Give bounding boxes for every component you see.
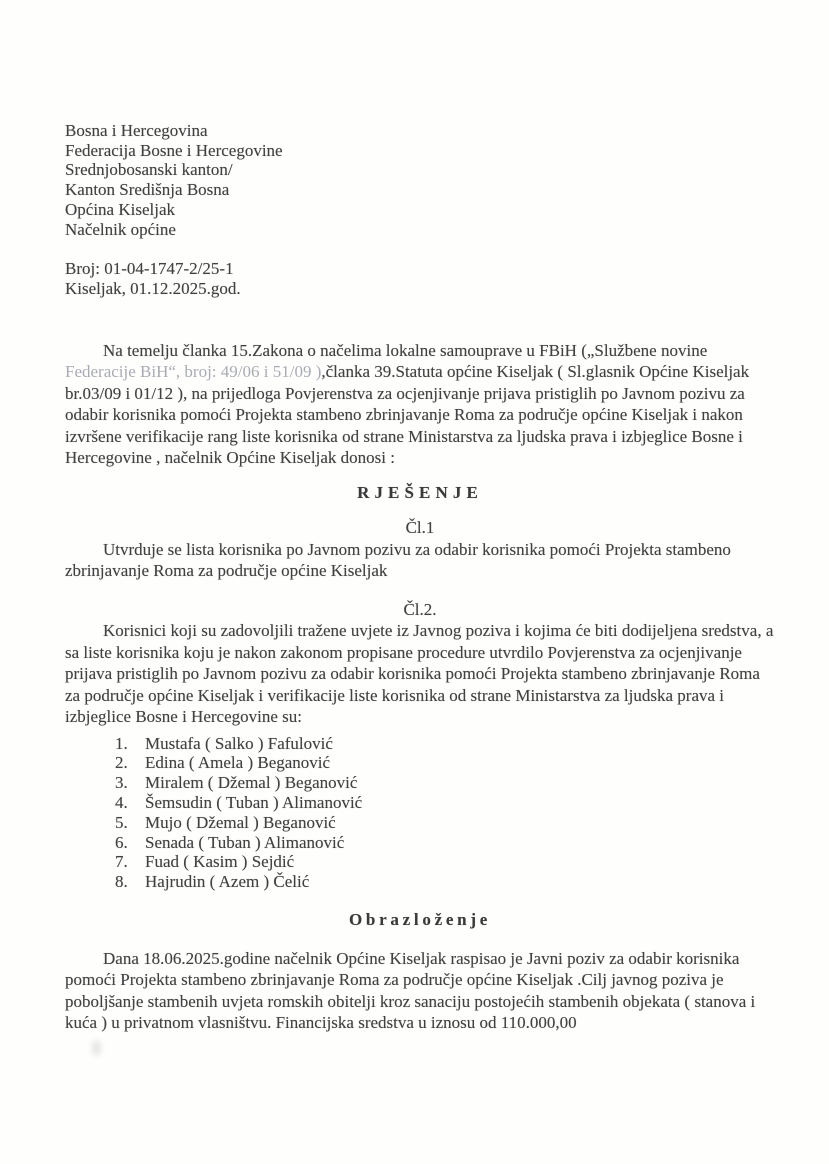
beneficiary-number: 2. [115, 753, 128, 773]
rationale-paragraph: Dana 18.06.2025.godine načelnik Općine Kiseljak raspisao je Javni poziv za odabir korisnika pomoći Projekta stambeno zbrinjavanje Roma za područje općine Kiseljak .Cilj javnog poziva je poboljšanje stambenih uvjeta romskih obitelji kroz sanaciju postojećih stambenih objekata ( stanova i kuća ) u privatnom vlasništvu. Financijska sredstva u iznosu od 110.000,00 [65, 948, 756, 1032]
beneficiary-number: 1. [115, 733, 128, 753]
beneficiary-item [115, 753, 775, 773]
beneficiary-name: Fuad ( Kasim ) Sejdić [145, 852, 295, 872]
issuer-line-municipality: Općina Kiseljak [65, 199, 175, 219]
reference-block [65, 259, 775, 298]
beneficiary-item [115, 872, 775, 892]
beneficiary-name: Edina ( Amela ) Beganović [145, 753, 331, 773]
beneficiary-number: 6. [115, 832, 128, 852]
article-2-heading: Čl.2. [403, 599, 437, 619]
beneficiary-name: Mujo ( Džemal ) Beganović [145, 812, 336, 832]
beneficiary-item [115, 833, 775, 853]
beneficiary-name: Hajrudin ( Azem ) Čelić [145, 872, 310, 892]
article-1-heading: Čl.1 [405, 518, 435, 538]
beneficiary-item [115, 852, 775, 872]
preamble-text-faded: Federacije BiH“, broj: 49/06 i 51/09 ) [65, 362, 322, 382]
preamble-text-rest: ,članka 39.Statuta općine Kiseljak ( Sl.glasnik Općine Kiseljak br.03/09 i 01/12 ), na prijedloga Povjerenstva za ocjenjivanje prijava pristiglih po Javnom pozivu za odabir korisnika pomoći Projekta stambeno zbrinjavanje Roma za područje općine Kiseljak i nakon izvršene verifikacije rang liste korisnika od strane Ministarstva za ljudska prava i izbjeglice Bosne i Hercegovine , načelnik Općine Kiseljak donosi : [65, 362, 750, 468]
decision-title: RJEŠENJE [357, 482, 483, 502]
issuer-line-canton-alt: Kanton Središnja Bosna [65, 180, 230, 200]
issuer-header [65, 121, 775, 239]
issuer-line-canton: Srednjobosanski kanton/ [65, 160, 233, 180]
beneficiary-item [115, 813, 775, 833]
scan-smudge [92, 1040, 101, 1056]
beneficiary-number: 3. [115, 773, 128, 793]
issuer-line-federation: Federacija Bosne i Hercegovine [65, 140, 283, 160]
rationale-title: Obrazloženje [348, 910, 492, 929]
document-content [65, 0, 775, 1034]
beneficiary-item [115, 793, 775, 813]
article-2-text: Korisnici koji su zadovoljili tražene uvjete iz Javnog poziva i kojima će biti dodijeljena sredstva, a sa liste korisnika koju je nakon zakonom propisane procedure utvrdilo Povjerenstva za ocjenjivanje prijava pristiglih po Javnom pozivu za odabir korisnika pomoći Projekta stambeno zbrinjavanje Roma za područje općine Kiseljak i verifikacije liste korisnika od strane Ministarstva za ljudska prava i izbjeglice Bosne i Hercegovine su: [65, 621, 774, 727]
beneficiary-number: 8. [115, 872, 128, 892]
beneficiary-name: Senada ( Tuban ) Alimanović [145, 832, 345, 852]
beneficiary-number: 7. [115, 852, 128, 872]
reference-number: Broj: 01-04-1747-2/25-1 [65, 259, 234, 279]
issuer-line-mayor-office: Načelnik općine [65, 219, 176, 239]
beneficiary-number: 5. [115, 812, 128, 832]
article-1-text: Utvrduje se lista korisnika po Javnom pozivu za odabir korisnika pomoći Projekta stambeno zbrinjavanje Roma za područje općine Kiseljak [65, 539, 731, 581]
preamble-text-start: Na temelju članka 15.Zakona o načelima lokalne samouprave u FBiH („Službene novine [103, 340, 708, 360]
beneficiary-name: Miralem ( Džemal ) Beganović [145, 773, 358, 793]
beneficiary-name: Mustafa ( Salko ) Fafulović [145, 733, 333, 753]
beneficiary-item [115, 773, 775, 793]
preamble-paragraph [65, 340, 775, 469]
place-date: Kiseljak, 01.12.2025.god. [65, 278, 241, 298]
beneficiary-number: 4. [115, 793, 128, 813]
beneficiary-list [65, 734, 775, 892]
beneficiary-name: Šemsudin ( Tuban ) Alimanović [145, 793, 363, 813]
beneficiary-item [115, 734, 775, 754]
issuer-line-country: Bosna i Hercegovina [65, 121, 208, 140]
